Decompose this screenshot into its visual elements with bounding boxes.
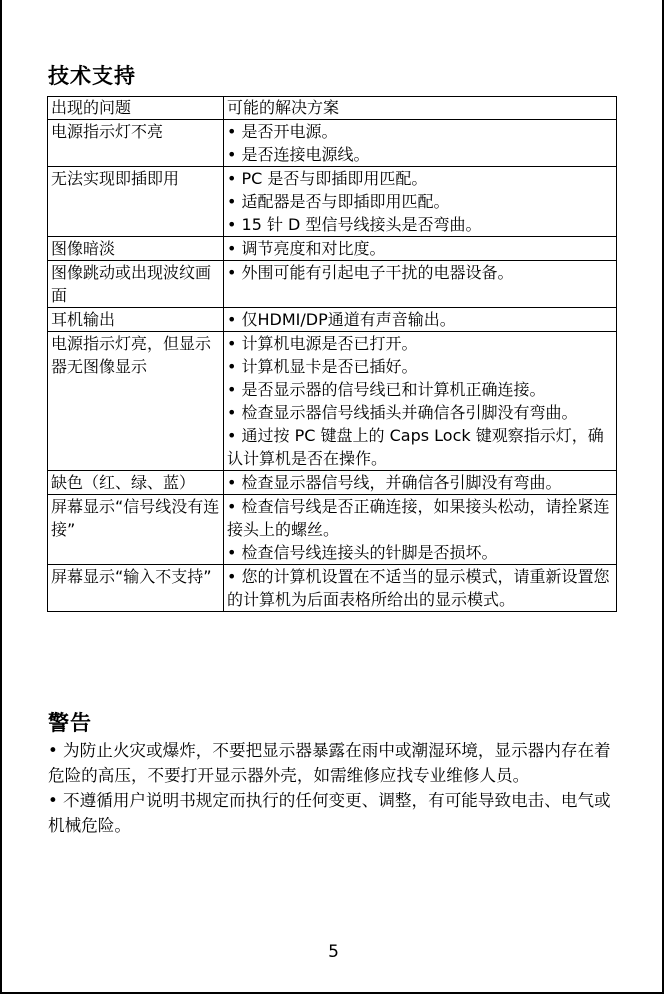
solution-cell [224,495,617,565]
problem-cell: 电源指示灯亮，但显示器无图像显示 [48,332,224,471]
table-row [48,495,617,565]
solution-item: • 检查信号线是否正确连接，如果接头松动，请拴紧连接头上的螺丝。 [227,497,610,539]
problem-cell: 屏幕显示“输入不支持” [48,565,224,612]
table-row [48,120,617,167]
table-row [48,471,617,495]
table-row [48,261,617,308]
warning-item: • 为防止火灾或爆炸，不要把显示器暴露在雨中或潮湿环境，显示器内存在着危险的高压，不要打开显示器外壳，如需维修应找专业维修人员。 [48,741,611,785]
table-header-row [48,97,617,120]
section-title: 技术支持 [48,64,136,88]
table-row [48,565,617,612]
solution-item: • 调节亮度和对比度。 [227,239,386,258]
solution-item: • 检查信号线连接头的针脚是否损坏。 [227,543,498,562]
problem-cell: 缺色（红、绿、蓝） [48,471,224,495]
troubleshooting-table [47,96,617,612]
header-solution: 可能的解决方案 [224,97,617,120]
problem-cell: 耳机输出 [48,308,224,332]
table-row [48,167,617,237]
solution-cell [224,167,617,237]
solution-item: • 通过按 PC 键盘上的 Caps Lock 键观察指示灯，确认计算机是否在操作。 [227,426,604,468]
solution-item: • 计算机电源是否已打开。 [227,334,418,353]
solution-item: • 检查显示器信号线，并确信各引脚没有弯曲。 [227,473,562,492]
problem-cell: 屏幕显示“信号线没有连接” [48,495,224,565]
solution-item: • 仅HDMI/DP通道有声音输出。 [227,310,456,329]
solution-cell [224,471,617,495]
solution-item: • 是否开电源。 [227,122,338,141]
problem-cell: 电源指示灯不亮 [48,120,224,167]
table-row [48,308,617,332]
solution-item: • 您的计算机设置在不适当的显示模式，请重新设置您的计算机为后面表格所给出的显示模式。 [227,567,610,609]
warning-item: • 不遵循用户说明书规定而执行的任何变更、调整，有可能导致电击、电气或机械危险。 [48,791,611,835]
warning-text [48,738,623,838]
solution-item: • PC 是否与即插即用匹配。 [227,169,428,188]
solution-item: • 15 针 D 型信号线接头是否弯曲。 [227,215,482,234]
problem-cell: 图像暗淡 [48,237,224,261]
solution-cell [224,332,617,471]
page-number: 5 [328,942,339,962]
solution-item: • 计算机显卡是否已插好。 [227,357,418,376]
solution-item: • 外围可能有引起电子干扰的电器设备。 [227,263,514,282]
problem-cell: 无法实现即插即用 [48,167,224,237]
solution-cell [224,237,617,261]
solution-item: • 检查显示器信号线插头并确信各引脚没有弯曲。 [227,403,578,422]
solution-item: • 是否连接电源线。 [227,145,370,164]
solution-cell [224,565,617,612]
solution-cell [224,308,617,332]
table-row [48,332,617,471]
header-problem: 出现的问题 [48,97,224,120]
solution-cell [224,261,617,308]
warning-title: 警告 [48,711,92,735]
solution-item: • 适配器是否与即插即用匹配。 [227,192,450,211]
solution-cell [224,120,617,167]
solution-item: • 是否显示器的信号线已和计算机正确连接。 [227,380,546,399]
table-row [48,237,617,261]
problem-cell: 图像跳动或出现波纹画面 [48,261,224,308]
